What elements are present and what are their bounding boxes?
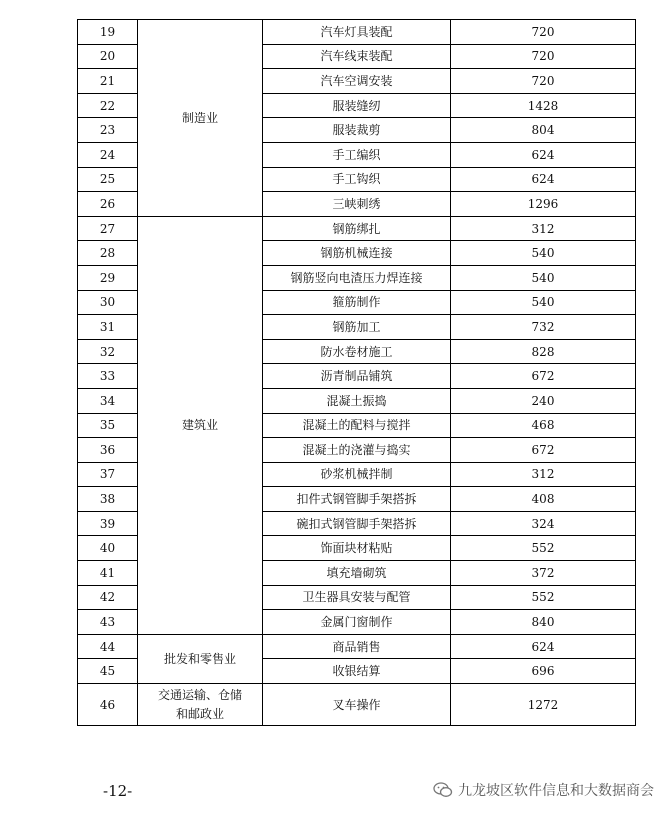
project-name: 金属门窗制作 xyxy=(263,610,451,635)
row-number: 34 xyxy=(78,388,138,413)
industry-label-line: 交通运输、仓储 xyxy=(157,688,242,703)
project-name: 扣件式钢管脚手架搭拆 xyxy=(263,487,451,512)
subsidy-value: 672 xyxy=(451,364,636,389)
project-name: 收银结算 xyxy=(263,659,451,684)
row-number: 37 xyxy=(78,462,138,487)
row-number: 35 xyxy=(78,413,138,438)
watermark-text: 九龙坡区软件信息和大数据商会 xyxy=(458,783,654,799)
project-name: 钢筋绑扎 xyxy=(263,216,451,241)
subsidy-value: 552 xyxy=(451,585,636,610)
subsidy-value: 324 xyxy=(451,511,636,536)
project-name: 汽车线束装配 xyxy=(263,44,451,69)
subsidy-value: 372 xyxy=(451,561,636,586)
subsidy-value: 624 xyxy=(451,142,636,167)
row-number: 24 xyxy=(78,142,138,167)
subsidy-value: 804 xyxy=(451,118,636,143)
project-name: 箍筋制作 xyxy=(263,290,451,315)
row-number: 41 xyxy=(78,561,138,586)
row-number: 36 xyxy=(78,438,138,463)
row-number: 40 xyxy=(78,536,138,561)
subsidy-value: 552 xyxy=(451,536,636,561)
industry-cell xyxy=(138,216,263,634)
row-number: 22 xyxy=(78,93,138,118)
row-number: 27 xyxy=(78,216,138,241)
row-number: 20 xyxy=(78,44,138,69)
subsidy-value: 240 xyxy=(451,388,636,413)
project-name: 钢筋竖向电渣压力焊连接 xyxy=(263,265,451,290)
row-number: 45 xyxy=(78,659,138,684)
subsidy-value: 720 xyxy=(451,69,636,94)
project-name: 饰面块材粘贴 xyxy=(263,536,451,561)
row-number: 19 xyxy=(78,20,138,45)
project-name: 服装裁剪 xyxy=(263,118,451,143)
project-name: 卫生器具安装与配管 xyxy=(263,585,451,610)
industry-label: 制造业 xyxy=(181,110,218,125)
watermark xyxy=(433,780,654,800)
project-name: 混凝土的配料与搅拌 xyxy=(263,413,451,438)
project-name: 防水卷材施工 xyxy=(263,339,451,364)
table-row xyxy=(78,634,636,659)
row-number: 29 xyxy=(78,265,138,290)
subsidy-value: 540 xyxy=(451,241,636,266)
row-number: 44 xyxy=(78,634,138,659)
project-name: 三峡刺绣 xyxy=(263,192,451,217)
row-number: 28 xyxy=(78,241,138,266)
subsidy-value: 1296 xyxy=(451,192,636,217)
row-number: 30 xyxy=(78,290,138,315)
industry-label: 建筑业 xyxy=(181,418,218,433)
row-number: 31 xyxy=(78,315,138,340)
industry-cell xyxy=(138,634,263,683)
table-row xyxy=(78,684,636,726)
project-name: 钢筋机械连接 xyxy=(263,241,451,266)
subsidy-value: 696 xyxy=(451,659,636,684)
subsidy-value: 624 xyxy=(451,167,636,192)
project-name: 碗扣式钢管脚手架搭拆 xyxy=(263,511,451,536)
project-name: 汽车空调安装 xyxy=(263,69,451,94)
industry-label-line: 和邮政业 xyxy=(175,707,224,722)
subsidy-value: 672 xyxy=(451,438,636,463)
row-number: 42 xyxy=(78,585,138,610)
subsidy-value: 840 xyxy=(451,610,636,635)
project-name: 混凝土的浇灌与捣实 xyxy=(263,438,451,463)
project-name: 砂浆机械拌制 xyxy=(263,462,451,487)
row-number: 39 xyxy=(78,511,138,536)
row-number: 33 xyxy=(78,364,138,389)
row-number: 26 xyxy=(78,192,138,217)
subsidy-value: 720 xyxy=(451,44,636,69)
subsidy-value: 540 xyxy=(451,290,636,315)
project-name: 沥青制品铺筑 xyxy=(263,364,451,389)
industry-label: 批发和零售业 xyxy=(163,651,236,666)
project-name: 商品销售 xyxy=(263,634,451,659)
subsidy-value: 1428 xyxy=(451,93,636,118)
row-number: 25 xyxy=(78,167,138,192)
project-name: 钢筋加工 xyxy=(263,315,451,340)
table-row xyxy=(78,20,636,45)
course-table xyxy=(77,19,636,726)
row-number: 38 xyxy=(78,487,138,512)
subsidy-value: 408 xyxy=(451,487,636,512)
project-name: 手工钩织 xyxy=(263,167,451,192)
industry-cell xyxy=(138,684,263,726)
project-name: 混凝土振捣 xyxy=(263,388,451,413)
row-number: 23 xyxy=(78,118,138,143)
page-number: -12- xyxy=(103,782,133,800)
project-name: 叉车操作 xyxy=(263,684,451,726)
project-name: 汽车灯具装配 xyxy=(263,20,451,45)
project-name: 填充墙砌筑 xyxy=(263,561,451,586)
subsidy-value: 540 xyxy=(451,265,636,290)
row-number: 32 xyxy=(78,339,138,364)
subsidy-value: 720 xyxy=(451,20,636,45)
subsidy-value: 312 xyxy=(451,462,636,487)
wechat-icon xyxy=(433,782,453,798)
subsidy-value: 468 xyxy=(451,413,636,438)
subsidy-value: 732 xyxy=(451,315,636,340)
subsidy-value: 1272 xyxy=(451,684,636,726)
subsidy-value: 624 xyxy=(451,634,636,659)
project-name: 手工编织 xyxy=(263,142,451,167)
industry-cell xyxy=(138,20,263,217)
subsidy-value: 828 xyxy=(451,339,636,364)
project-name: 服装缝纫 xyxy=(263,93,451,118)
row-number: 21 xyxy=(78,69,138,94)
subsidy-value: 312 xyxy=(451,216,636,241)
table-row xyxy=(78,216,636,241)
row-number: 46 xyxy=(78,684,138,726)
row-number: 43 xyxy=(78,610,138,635)
